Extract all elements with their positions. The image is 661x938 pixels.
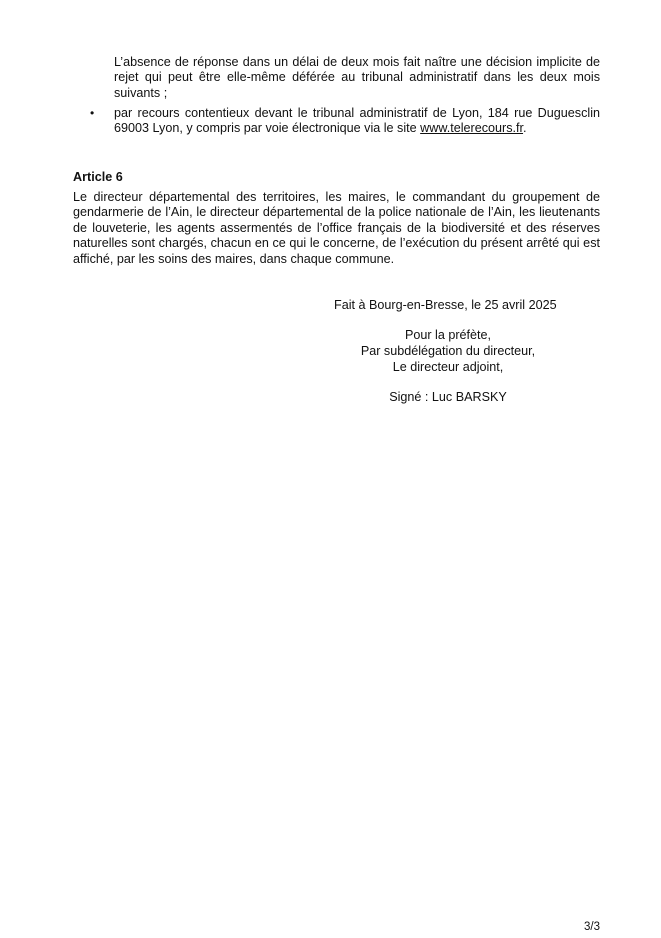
telerecours-link[interactable]: www.telerecours.fr bbox=[420, 121, 524, 136]
bullet-text-end: . bbox=[523, 121, 527, 136]
page-number: 3/3 bbox=[584, 921, 600, 933]
article-6-body: Le directeur départemental des territoires, les maires, le commandant du groupement de gendarmerie de l’Ain, le directeur départemental de la police nationale de l’Ain, les lieutenants de louveterie, les agents assermentés de l’office français de la biodiversité et des réserves naturelles sont chargés, chacun en ce qui le concerne, de l’exécution du présent arrêté qui est affiché, par les soins des maires, dans chaque commune. bbox=[73, 190, 600, 266]
signature-line-2: Par subdélégation du directeur, bbox=[360, 344, 536, 358]
signature-line-3: Le directeur adjoint, bbox=[392, 360, 504, 374]
bullet-marker: • bbox=[90, 106, 95, 120]
signature-line-1: Pour la préfète, bbox=[404, 328, 492, 342]
bullet-text bbox=[114, 106, 600, 137]
place-date: Fait à Bourg-en-Bresse, le 25 avril 2025 bbox=[334, 298, 557, 312]
article-6-heading: Article 6 bbox=[73, 170, 123, 184]
appeal-paragraph: L’absence de réponse dans un délai de deux mois fait naître une décision implicite de rejet qui peut être elle-même déférée au tribunal administratif dans les deux mois suivants ; bbox=[114, 55, 600, 100]
signed-by: Signé : Luc BARSKY bbox=[389, 390, 507, 404]
bullet-text-main: par recours contentieux devant le tribunal administratif de Lyon, 184 rue Duguesclin 69003 Lyon, y compris par voie électronique via le site bbox=[114, 106, 600, 136]
